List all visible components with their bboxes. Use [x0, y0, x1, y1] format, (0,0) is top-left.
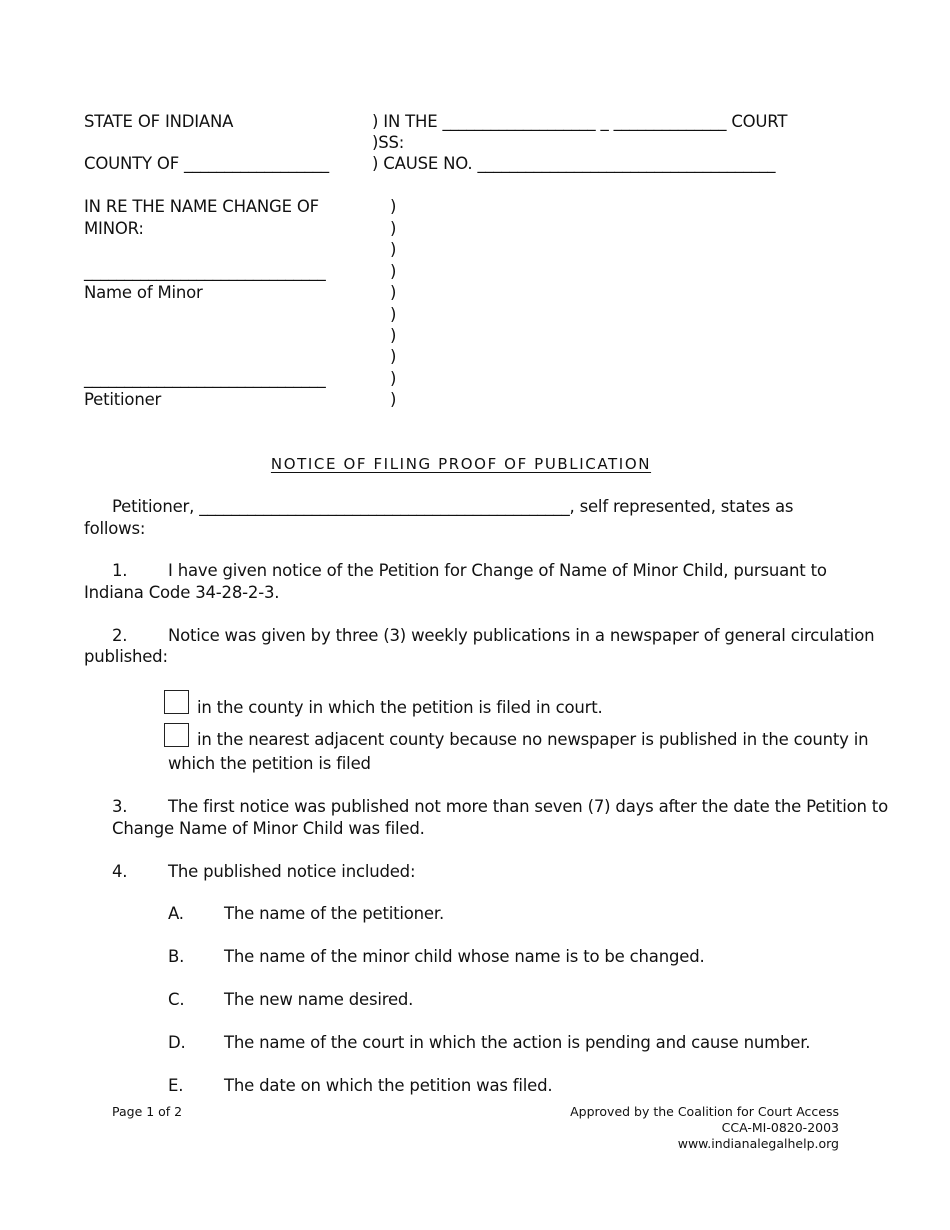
- item-text: The first notice was published not more than seven (7) days after the date the Petition to: [168, 797, 888, 816]
- sub-item-text: The date on which the petition was filed.: [224, 1076, 553, 1095]
- item-text: The published notice included:: [168, 862, 416, 881]
- document-title: NOTICE OF FILING PROOF OF PUBLICATION: [270, 455, 652, 473]
- minor-name-label: Name of Minor: [84, 283, 203, 302]
- sub-item-letter: A.: [168, 904, 184, 923]
- ss-label: )SS:: [372, 133, 405, 152]
- item-text: I have given notice of the Petition for Change of Name of Minor Child, pursuant to: [168, 561, 827, 580]
- caption-paren: ): [390, 390, 397, 409]
- county-filed-checkbox[interactable]: [164, 690, 189, 714]
- item-text: Notice was given by three (3) weekly publications in a newspaper of general circulation: [168, 626, 875, 645]
- in-re-minor: MINOR:: [84, 219, 144, 238]
- intro-line: Petitioner, ______________________________________________, self represented, states as: [112, 497, 794, 516]
- item-text: Indiana Code 34-28-2-3.: [84, 583, 280, 602]
- sub-item-letter: C.: [168, 990, 185, 1009]
- approval-note: Approved by the Coalition for Court Access: [570, 1104, 839, 1119]
- website-link[interactable]: www.indianalegalhelp.org: [677, 1136, 839, 1151]
- item-number: 4.: [112, 862, 128, 881]
- item-text: published:: [84, 647, 168, 666]
- sub-item-text: The new name desired.: [224, 990, 414, 1009]
- caption-paren: ): [390, 369, 397, 388]
- caption-paren: ): [390, 326, 397, 345]
- petitioner-name-blank: ______________________________: [84, 369, 326, 388]
- caption-paren: ): [390, 305, 397, 324]
- sub-item-letter: E.: [168, 1076, 184, 1095]
- option-text: in the nearest adjacent county because no newspaper is published in the county in: [197, 730, 869, 749]
- adjacent-county-checkbox[interactable]: [164, 723, 189, 747]
- option-text: in the county in which the petition is filed in court.: [197, 698, 603, 717]
- option-text: which the petition is filed: [168, 754, 371, 773]
- cause-number-field: ) CAUSE NO. _____________________________________: [372, 154, 776, 173]
- caption-paren: ): [390, 347, 397, 366]
- petitioner-label: Petitioner: [84, 390, 162, 409]
- item-text: Change Name of Minor Child was filed.: [112, 819, 425, 838]
- minor-name-blank: ______________________________: [84, 262, 326, 281]
- caption-paren: ): [390, 240, 397, 259]
- item-number: 2.: [112, 626, 128, 645]
- sub-item-text: The name of the court in which the action is pending and cause number.: [224, 1033, 811, 1052]
- sub-item-text: The name of the petitioner.: [224, 904, 444, 923]
- county-field: COUNTY OF __________________: [84, 154, 329, 173]
- in-re-heading: IN RE THE NAME CHANGE OF: [84, 197, 319, 216]
- sub-item-letter: B.: [168, 947, 185, 966]
- caption-paren: ): [390, 197, 397, 216]
- sub-item-text: The name of the minor child whose name is to be changed.: [224, 947, 705, 966]
- caption-paren: ): [390, 219, 397, 238]
- item-number: 3.: [112, 797, 128, 816]
- form-id: CCA-MI-0820-2003: [721, 1120, 839, 1135]
- intro-line: follows:: [84, 519, 146, 538]
- item-number: 1.: [112, 561, 128, 580]
- state-label: STATE OF INDIANA: [84, 112, 234, 131]
- sub-item-letter: D.: [168, 1033, 186, 1052]
- caption-paren: ): [390, 262, 397, 281]
- court-name-field: ) IN THE ___________________ _ ______________ COURT: [372, 112, 788, 131]
- page-number: Page 1 of 2: [112, 1104, 183, 1119]
- caption-paren: ): [390, 283, 397, 302]
